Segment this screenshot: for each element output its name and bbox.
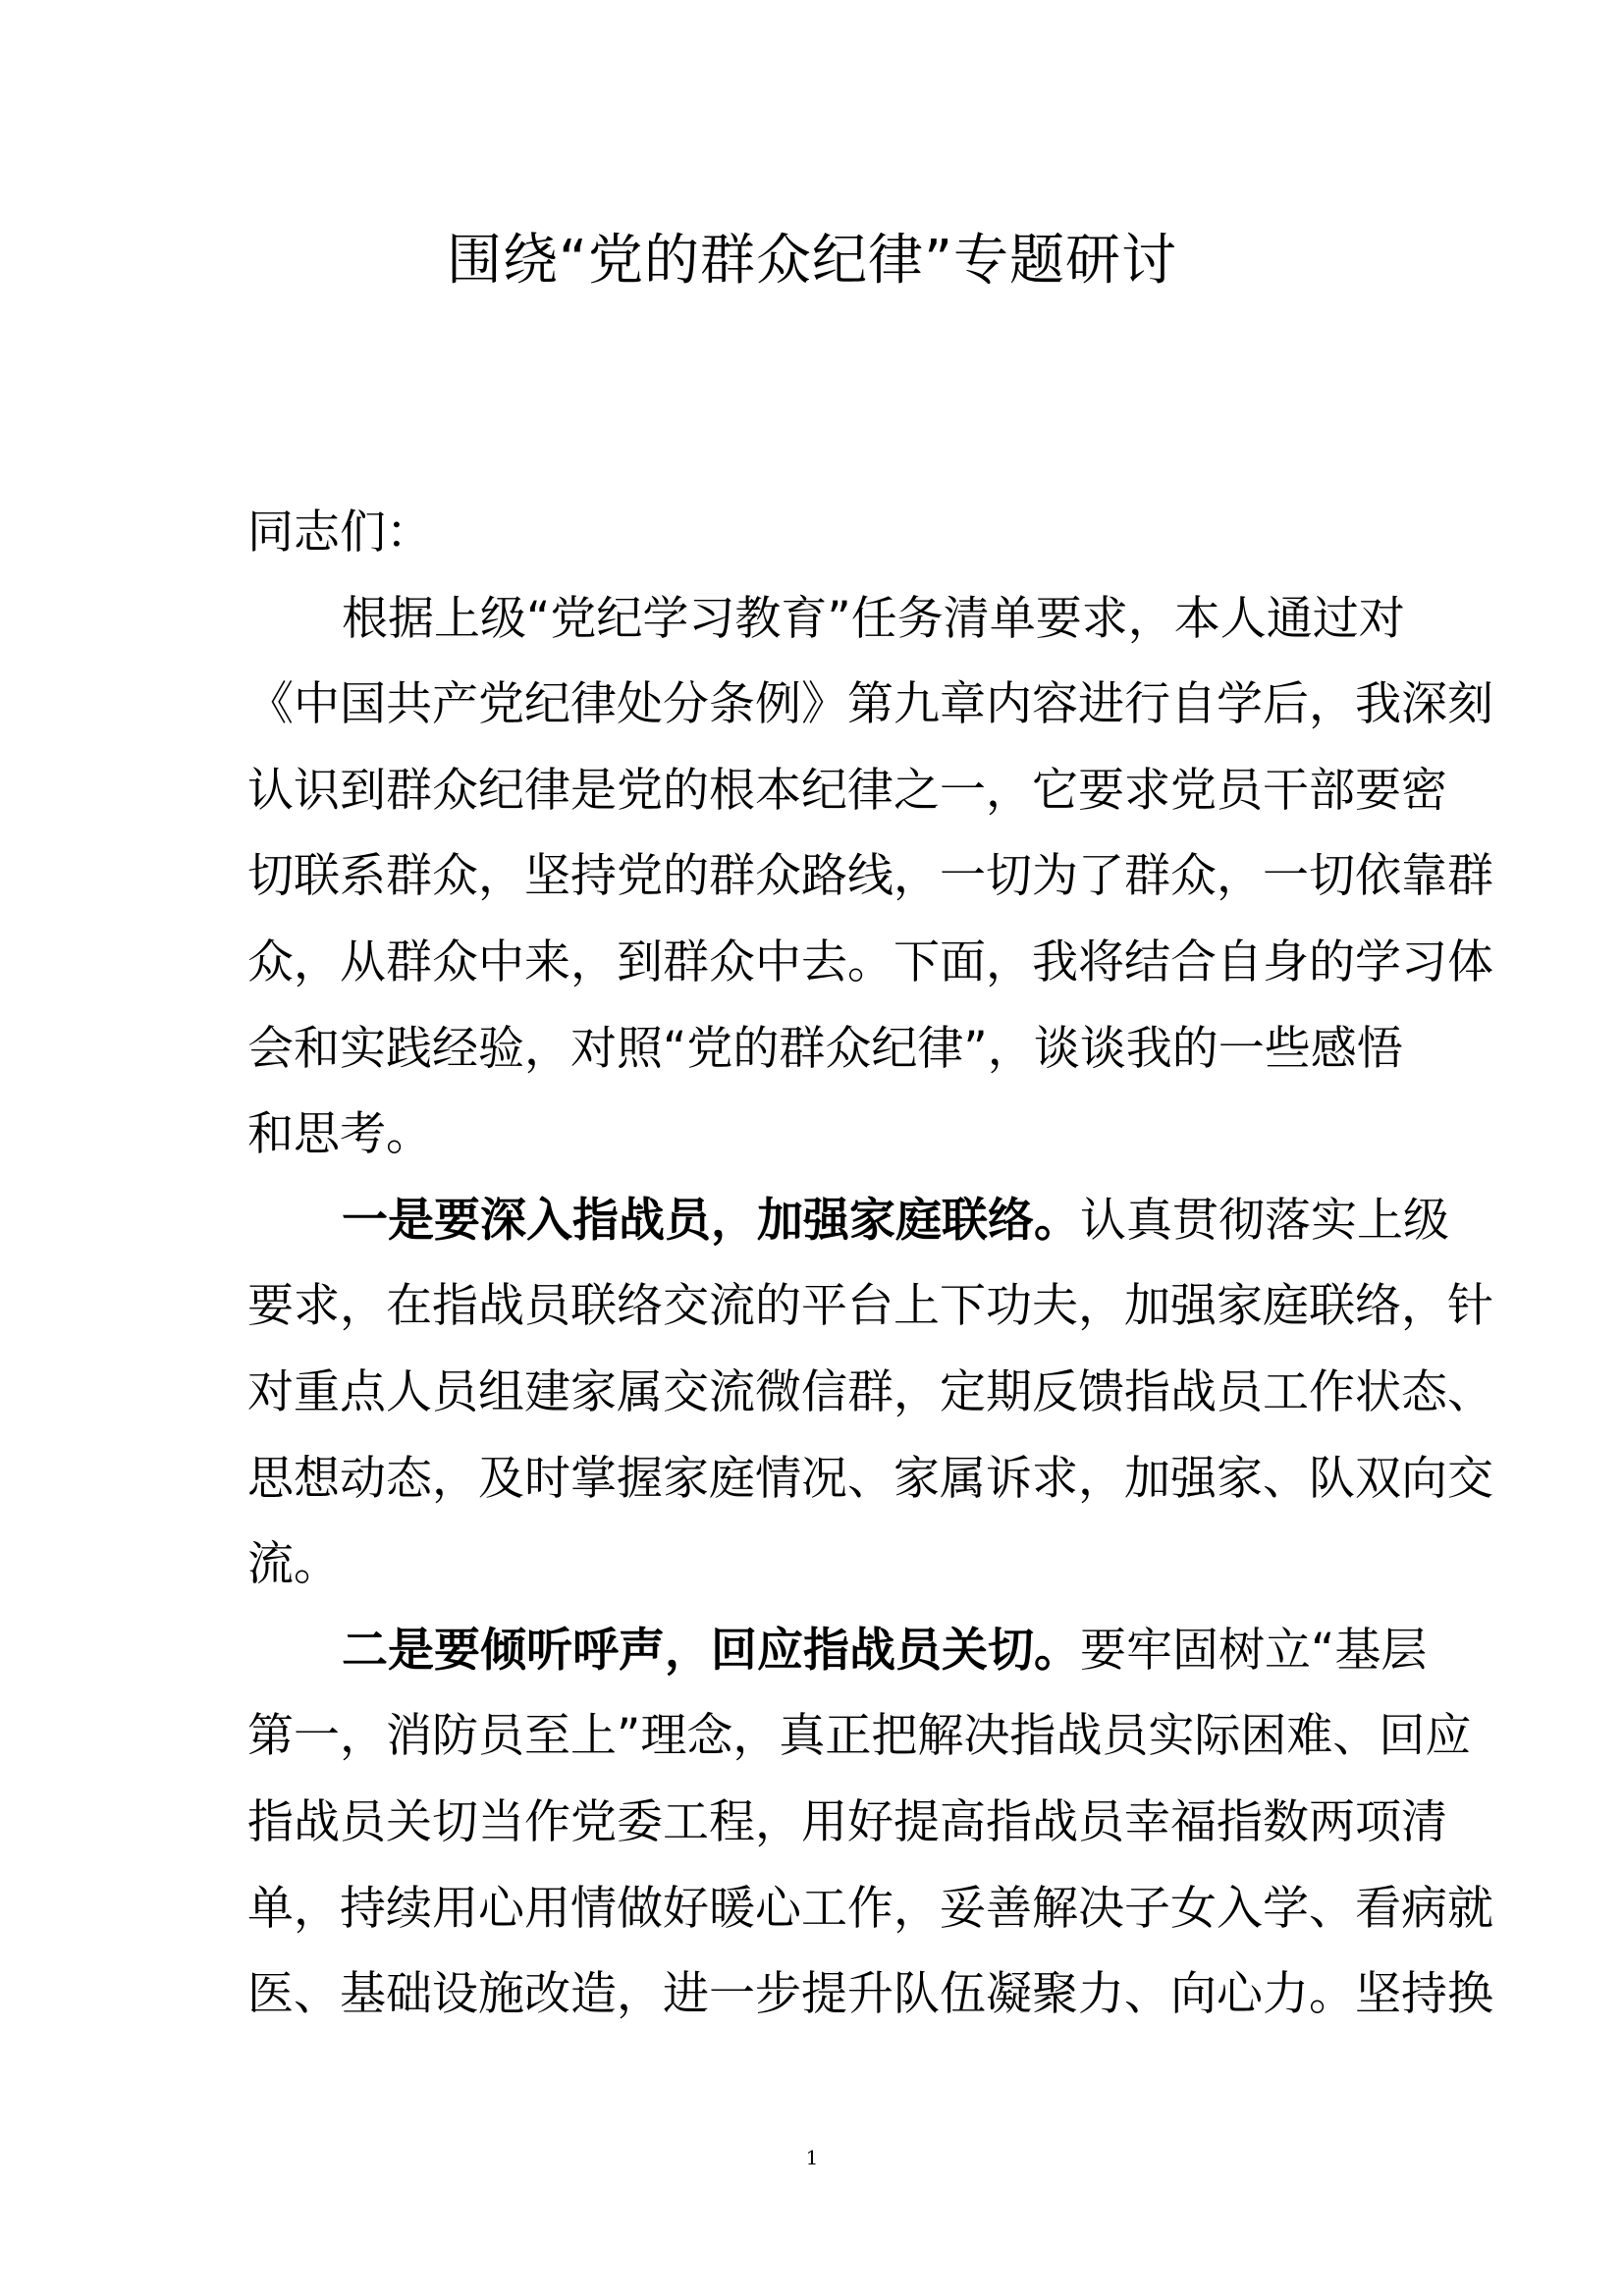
point-heading: 二是要倾听呼声，回应指战员关切。	[342, 1623, 1080, 1678]
paragraph-line: 众，从群众中来，到群众中去。下面，我将结合自身的学习体	[247, 934, 1493, 989]
paragraph-point-1	[247, 1178, 1493, 1608]
paragraph-line: 思想动态，及时掌握家庭情况、家属诉求，加强家、队双向交	[247, 1451, 1493, 1506]
paragraph-line: 要求，在指战员联络交流的平台上下功夫，加强家庭联络，针	[247, 1279, 1493, 1334]
paragraph-line: 认识到群众纪律是党的根本纪律之一，它要求党员干部要密	[247, 763, 1447, 818]
paragraph-line: 切联系群众，坚持党的群众路线，一切为了群众，一切依靠群	[247, 849, 1493, 904]
paragraph-intro	[247, 576, 1493, 1178]
paragraph-text: 要牢固树立“基层	[1080, 1623, 1428, 1678]
page-number: 1	[805, 2146, 819, 2169]
paragraph-line: 流。	[247, 1537, 340, 1592]
paragraph-line: 第一，消防员至上”理念，真正把解决指战员实际困难、回应	[247, 1709, 1472, 1764]
paragraph-line: 根据上级“党纪学习教育”任务清单要求，本人通过对	[342, 591, 1405, 646]
paragraph-line: 医、基础设施改造，进一步提升队伍凝聚力、向心力。坚持换	[247, 1967, 1493, 2022]
paragraph-line: 会和实践经验，对照“党的群众纪律”，谈谈我的一些感悟	[247, 1021, 1403, 1076]
paragraph-point-2	[247, 1608, 1493, 2038]
paragraph-line	[247, 1608, 1428, 1694]
paragraph-line: 《中国共产党纪律处分条例》第九章内容进行自学后，我深刻	[247, 677, 1493, 732]
paragraph-line: 单，持续用心用情做好暖心工作，妥善解决子女入学、看病就	[247, 1881, 1493, 1936]
document-body	[247, 490, 1493, 2038]
paragraph-line: 对重点人员组建家属交流微信群，定期反馈指战员工作状态、	[247, 1364, 1493, 1419]
paragraph-line: 指战员关切当作党委工程，用好提高指战员幸福指数两项清	[247, 1794, 1447, 1849]
paragraph-line	[247, 1178, 1449, 1264]
point-heading: 一是要深入指战员，加强家庭联络。	[342, 1193, 1080, 1248]
salutation: 同志们：	[247, 506, 432, 560]
paragraph-line: 和思考。	[247, 1107, 432, 1162]
document-title: 围绕“党的群众纪律”专题研讨	[446, 229, 1178, 293]
paragraph-text: 认真贯彻落实上级	[1080, 1193, 1449, 1248]
